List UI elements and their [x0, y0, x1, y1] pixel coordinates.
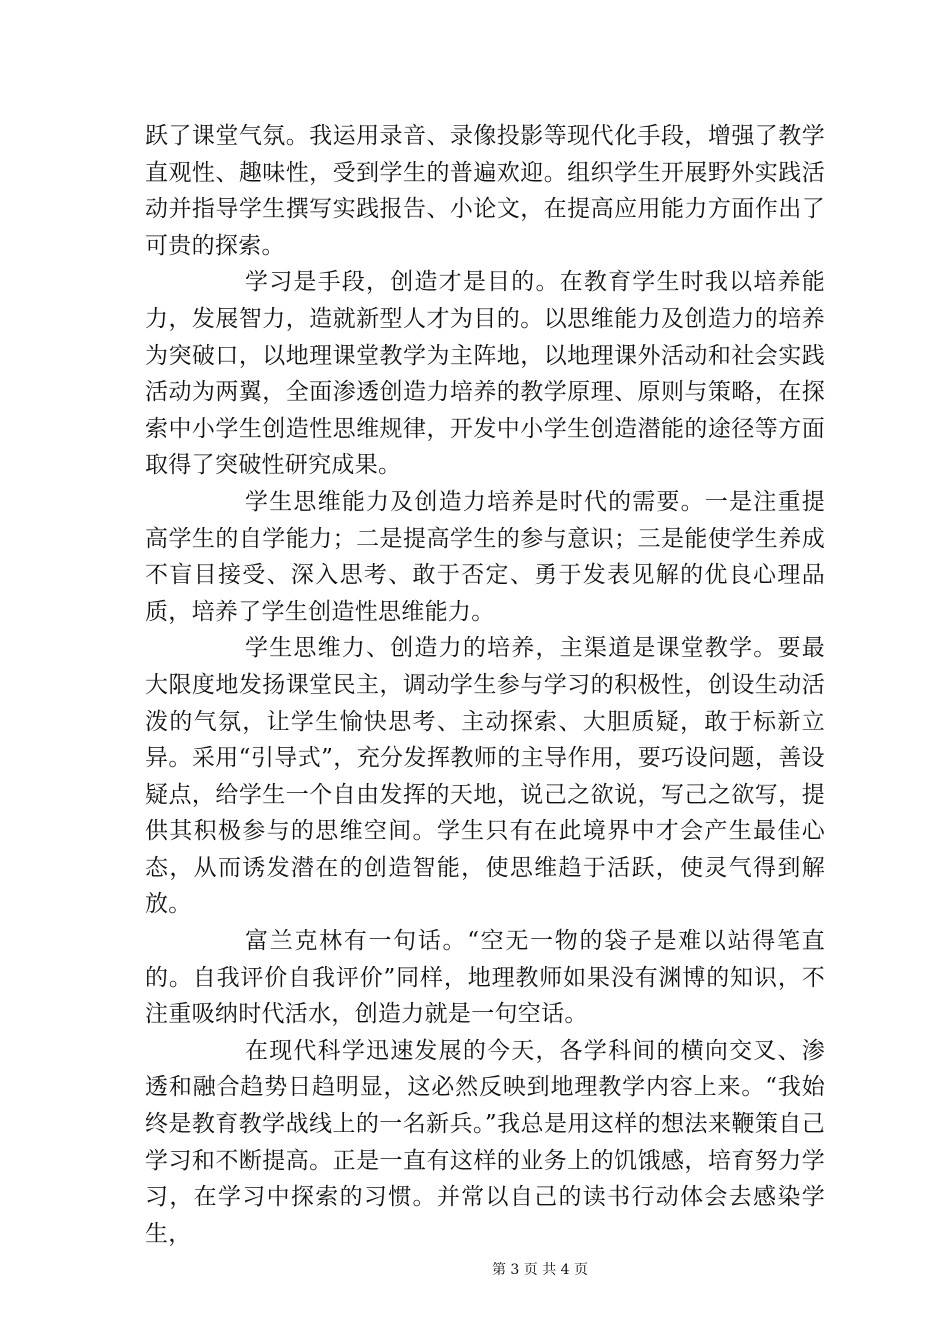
paragraph: 学生思维能力及创造力培养是时代的需要。一是注重提高学生的自学能力；二是提高学生的参与意识；三是能使学生养成不盲目接受、深入思考、敢于否定、勇于发表见解的优良心理品质，培养了学生创造性思维能力。: [145, 488, 825, 625]
paragraph-continued: 跃了课堂气氛。我运用录音、录像投影等现代化手段，增强了教学直观性、趣味性，受到学生的普遍欢迎。组织学生开展野外实践活动并指导学生撰写实践报告、小论文，在提高应用能力方面作出了可贵的探索。: [145, 123, 825, 259]
page-number-footer: 第 3 页 共 4 页: [491, 1262, 589, 1278]
paragraph: 在现代科学迅速发展的今天，各学科间的横向交叉、渗透和融合趋势日趋明显，这必然反映到地理教学内容上来。“我始终是教育教学战线上的一名新兵。”我总是用这样的想法来鞭策自己学习和不断提高。正是一直有这样的业务上的饥饿感，培育努力学习，在学习中探索的习惯。并常以自己的读书行动体会去感染学生，: [145, 1037, 825, 1247]
paragraph: 富兰克林有一句话。“空无一物的袋子是难以站得笔直的。自我评价自我评价”同样，地理教师如果没有渊博的知识，不注重吸纳时代活水，创造力就是一句空话。: [145, 928, 825, 1028]
paragraph: 学生思维力、创造力的培养，主渠道是课堂教学。要最大限度地发扬课堂民主，调动学生参与学习的积极性，创设生动活泼的气氛，让学生愉快思考、主动探索、大胆质疑，敢于标新立异。采用“引导式”，充分发挥教师的主导作用，要巧设问题，善设疑点，给学生一个自由发挥的天地，说己之欲说，写己之欲写，提供其积极参与的思维空间。学生只有在此境界中才会产生最佳心态，从而诱发潜在的创造智能，使思维趋于活跃，使灵气得到解放。: [145, 635, 825, 918]
body-text: [145, 118, 825, 1252]
paragraph: 学习是手段，创造才是目的。在教育学生时我以培养能力，发展智力，造就新型人才为目的。以思维能力及创造力的培养为突破口，以地理课堂教学为主阵地，以地理课外活动和社会实践活动为两翼，全面渗透创造力培养的教学原理、原则与策略，在探索中小学生创造性思维规律，开发中小学生创造潜能的途径等方面取得了突破性研究成果。: [145, 269, 825, 479]
